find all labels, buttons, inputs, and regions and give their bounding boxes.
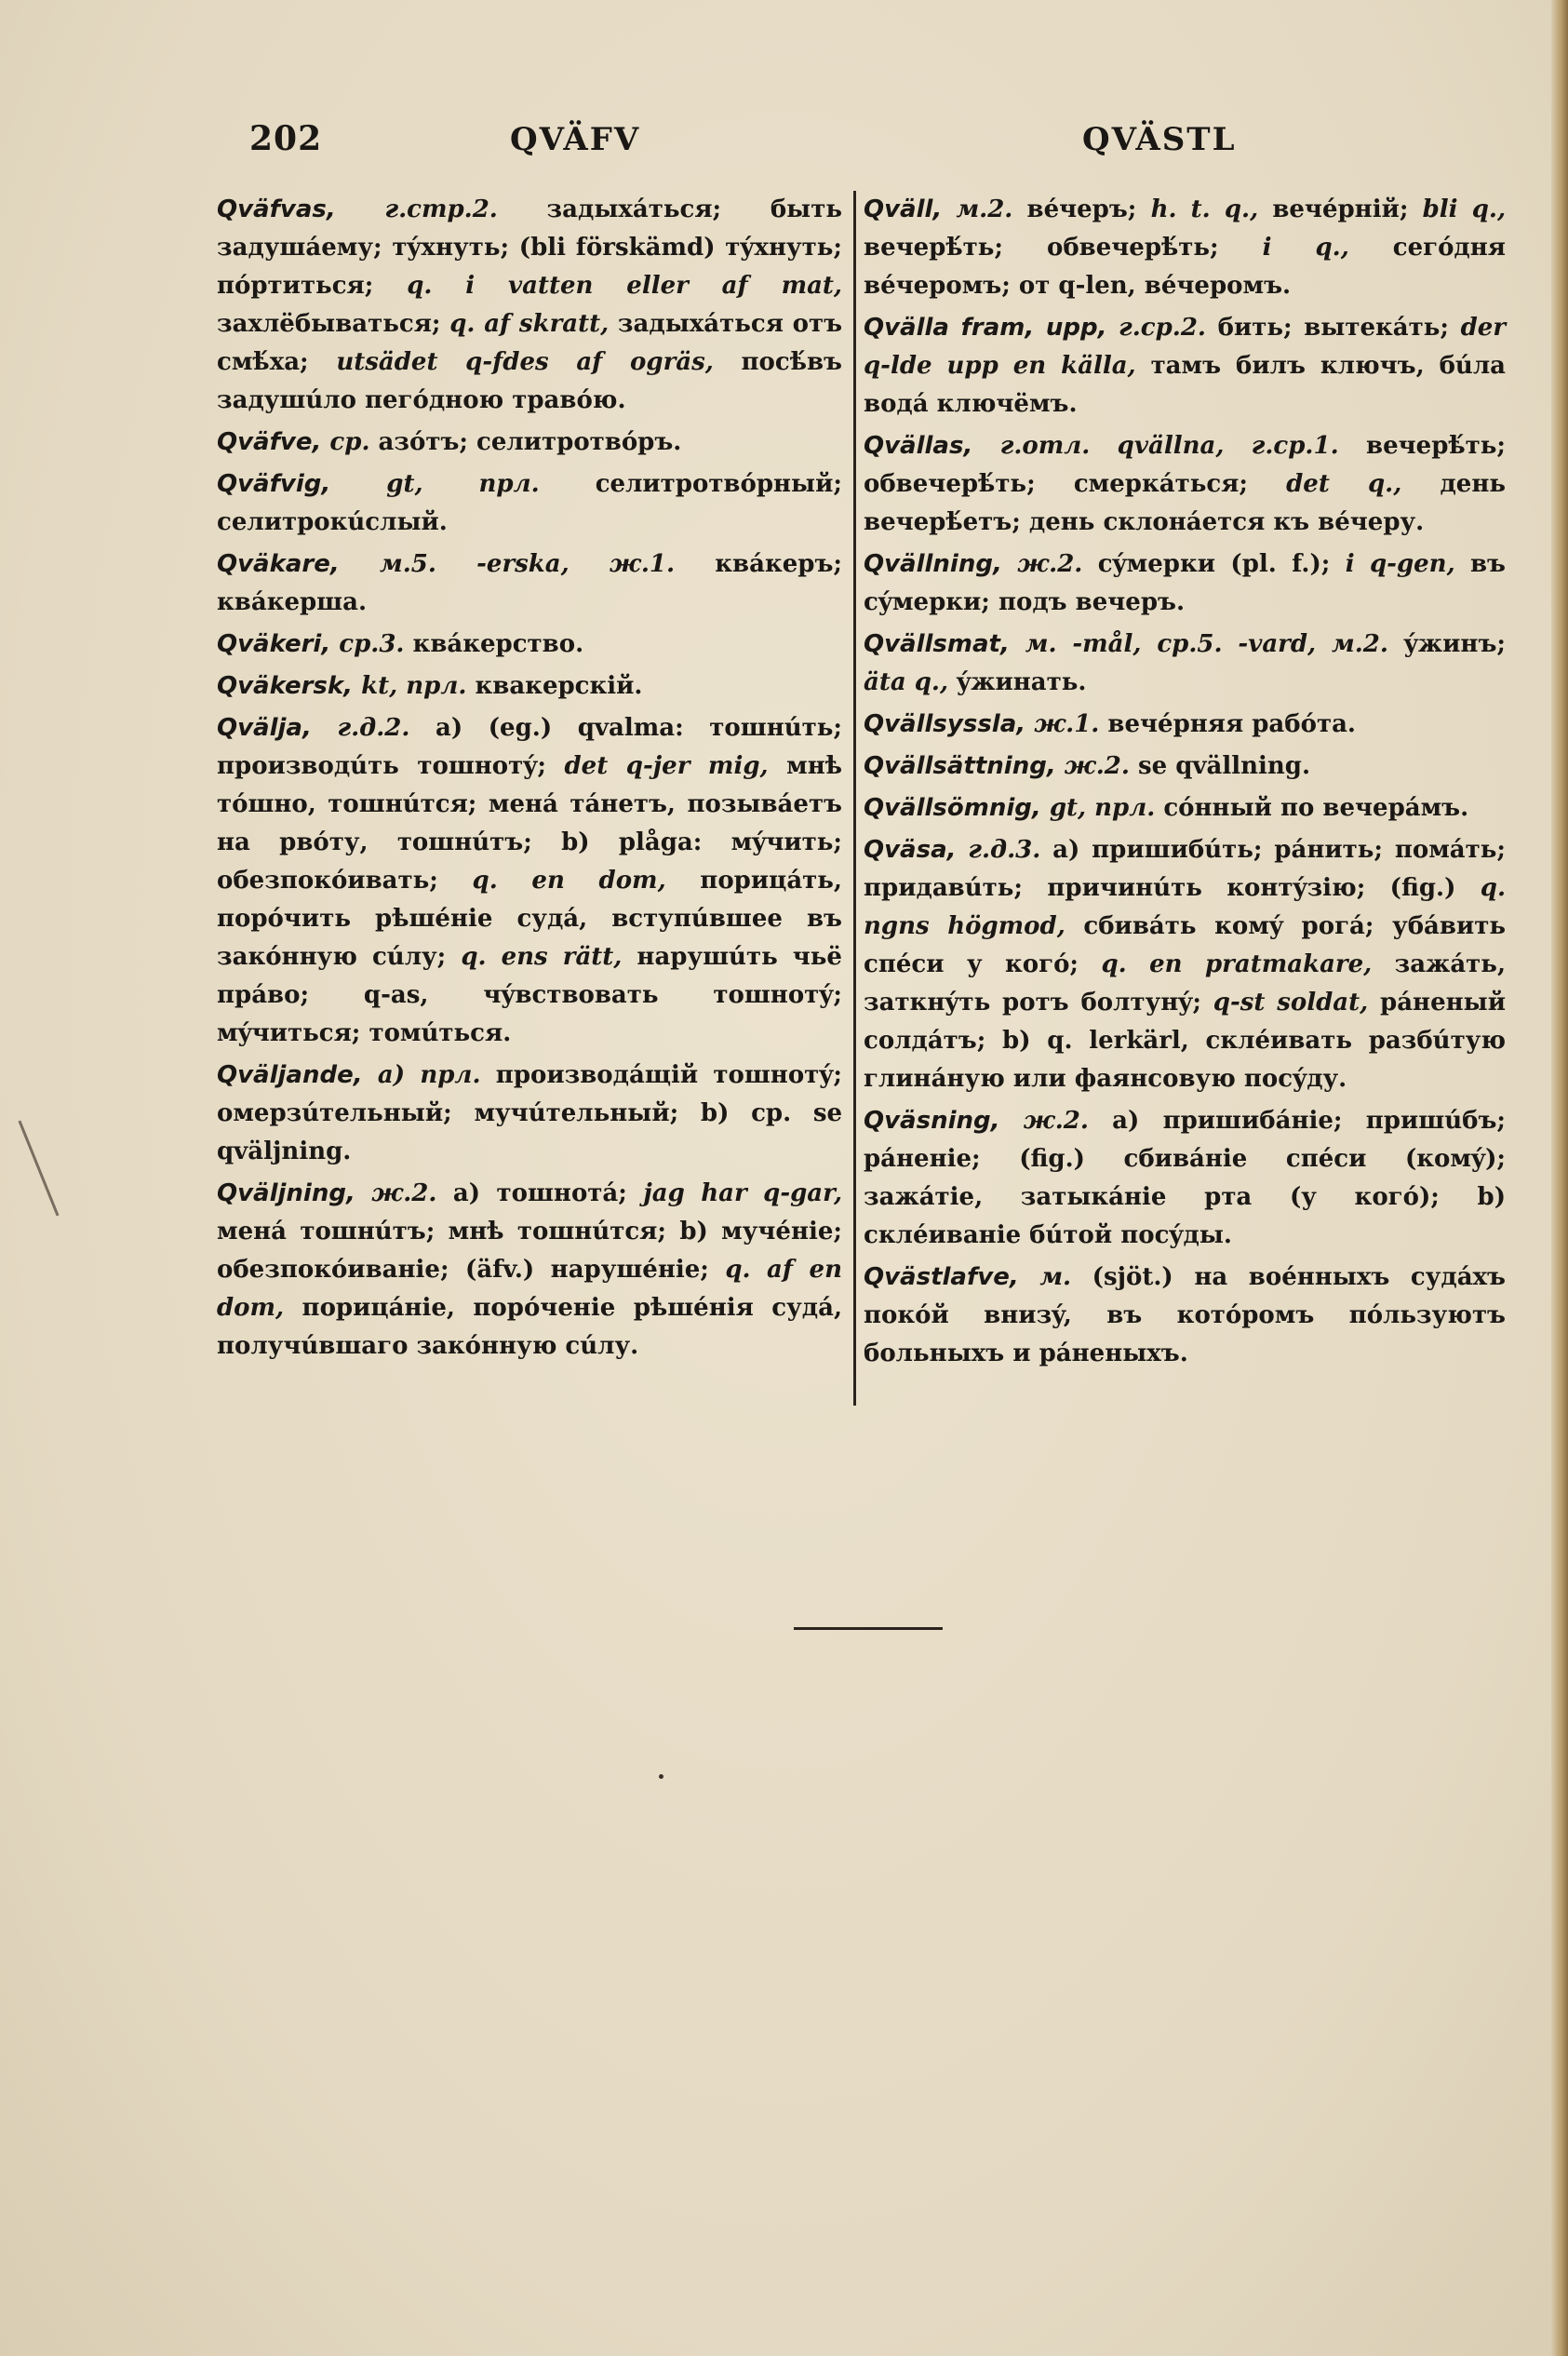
- entry-grammar: ж.2.: [999, 1107, 1089, 1135]
- entry-text: въ сýмерки; подъ вечеръ.: [864, 550, 1506, 616]
- dictionary-entry: [864, 427, 1506, 542]
- entry-text: производáщій тошнотý; омерзúтельный; мучúтельный; b) ср. se qväljning.: [217, 1061, 842, 1165]
- entry-text: квáкеръ; квáкерша.: [217, 550, 843, 616]
- dictionary-entry: [864, 626, 1506, 702]
- right-column: [864, 191, 1506, 1377]
- entry-text: мнѣ тóшно, тошнúтся; менá тáнетъ, позывáетъ на рвóту, тошнúтъ; b) plåga: мýчить; обезпокóивать;: [217, 752, 843, 895]
- entry-grammar: ж.2.: [355, 1179, 437, 1207]
- entry-headword: Qväfvig,: [217, 470, 331, 498]
- left-column: [217, 191, 842, 1369]
- page-header: [249, 119, 1237, 175]
- entry-grammar: ср.: [321, 428, 370, 456]
- entry-text: задыхáться; быть задушáему; тýхнуть; (bli förskämd) тýхнуть; пóртиться;: [217, 195, 842, 300]
- entry-grammar: а) прл.: [362, 1061, 481, 1089]
- entry-grammar: gt, прл.: [330, 470, 540, 498]
- entry-grammar: г.д.3.: [956, 836, 1041, 864]
- entry-text: сóнный по вечерáмъ.: [1155, 794, 1469, 822]
- entry-example: q. en pratmakare,: [1101, 950, 1373, 978]
- entry-headword: Qväll,: [864, 195, 943, 223]
- entry-grammar: г.д.2.: [311, 714, 410, 742]
- dictionary-entry: [217, 191, 842, 420]
- entry-headword: Qvällsömnig,: [864, 794, 1041, 822]
- entry-text: вечéрняя рабóта.: [1099, 710, 1356, 738]
- entry-text: азóтъ; селитротвóръ.: [369, 428, 682, 456]
- entry-example: det q-jer mig,: [564, 752, 769, 780]
- entry-grammar: ж.1.: [1025, 710, 1100, 738]
- entry-text: вечерѣ́ть; обвечерѣ́ть;: [864, 234, 1263, 262]
- entry-text: порицáніе, порóченіе рѣшéнія судá, получúвшаго закóнную сúлу.: [217, 1294, 842, 1360]
- entry-example: äta q.,: [864, 668, 949, 696]
- entry-text: порицáть, порóчить рѣшéніе судá, вступúвшее въ закóнную сúлу;: [217, 867, 842, 971]
- dictionary-entry: [864, 309, 1506, 424]
- entry-text: вечéрній;: [1258, 195, 1423, 223]
- dictionary-entry: [217, 626, 842, 664]
- entry-text: вéчеръ;: [1012, 195, 1151, 223]
- page-number: 202: [249, 119, 323, 158]
- entry-headword: Qvästlafve,: [864, 1263, 1019, 1291]
- page-edge: [1551, 0, 1568, 2356]
- dictionary-entry: [864, 1259, 1506, 1373]
- entry-text: квáкерство.: [404, 630, 584, 658]
- entry-text: рáненый солдáтъ; b) q. lerkärl, склéивать разбúтую глинáную или фаянсовую посýду.: [864, 989, 1506, 1093]
- entry-example: q. en dom,: [472, 867, 666, 895]
- dictionary-entry: [217, 1175, 842, 1366]
- entry-text: ýжинать.: [948, 668, 1087, 696]
- entry-example: det q.,: [1286, 470, 1402, 498]
- entry-text: а) пришибúть; рáнить; помáть; придавúть; причинúть контýзію; (fig.): [864, 836, 1506, 902]
- dictionary-entry: [864, 706, 1506, 744]
- entry-text: захлёбываться;: [217, 310, 450, 338]
- dictionary-entry: [864, 789, 1506, 828]
- entry-example: h. t. q.,: [1150, 195, 1259, 223]
- dictionary-entry: [864, 831, 1506, 1098]
- entry-example: q. af en dom,: [217, 1256, 842, 1322]
- entry-grammar: м.2.: [942, 195, 1013, 223]
- dictionary-entry: [217, 709, 842, 1053]
- entry-headword: Qvällsyssla,: [864, 710, 1026, 738]
- entry-grammar: ср.3.: [330, 630, 405, 658]
- entry-grammar: м. -mål, ср.5. -vard, м.2.: [1009, 630, 1388, 658]
- entry-example: i q.,: [1262, 234, 1349, 262]
- entry-text: сегóдня вéчеромъ; от q-len, вéчеромъ.: [864, 234, 1506, 300]
- entry-text: а) (eg.) qvalma: тошнúть; производúть тошнотý;: [217, 714, 842, 780]
- running-head-left: QVÄFV: [510, 121, 641, 158]
- entry-text: квакерскій.: [466, 672, 643, 700]
- entry-grammar: м.5. -erska, ж.1.: [339, 550, 676, 578]
- entry-example: q-st soldat,: [1213, 989, 1369, 1016]
- dictionary-entry: [864, 191, 1506, 305]
- entry-text: нарушúть чьё прáво; q-as, чýвствовать тошнотý; мýчиться; томúться.: [217, 943, 842, 1047]
- entry-headword: Qvälja,: [217, 714, 312, 742]
- dictionary-entry: [217, 667, 842, 706]
- entry-headword: Qvällning,: [864, 550, 1002, 578]
- column-divider: [853, 191, 856, 1406]
- dictionary-entry: [864, 1102, 1506, 1255]
- dictionary-entry: [217, 424, 842, 462]
- end-rule: [794, 1627, 943, 1630]
- entry-example: q. ens rätt,: [461, 943, 623, 971]
- margin-mark: [19, 1120, 60, 1216]
- entry-headword: Qväsning,: [864, 1107, 1000, 1135]
- entry-headword: Qväkare,: [217, 550, 340, 578]
- dictionary-entry: [217, 545, 842, 622]
- dictionary-entry: [217, 465, 842, 542]
- entry-headword: Qvällas,: [864, 432, 973, 460]
- entry-example: der q-lde upp en källa,: [864, 314, 1507, 380]
- entry-grammar: м.: [1018, 1263, 1072, 1291]
- running-head-right: QVÄSTL: [1082, 121, 1237, 158]
- entry-headword: Qväljning,: [217, 1179, 355, 1207]
- entry-headword: Qväkersk,: [217, 672, 354, 700]
- entry-headword: Qväkeri,: [217, 630, 331, 658]
- entry-text: сýмерки (pl. f.);: [1082, 550, 1346, 578]
- entry-text: ýжинъ;: [1387, 630, 1506, 658]
- entry-text: se qvällning.: [1129, 752, 1311, 780]
- dictionary-entry: [864, 545, 1506, 622]
- entry-grammar: ж.2.: [1001, 550, 1083, 578]
- entry-grammar: gt, прл.: [1040, 794, 1156, 822]
- entry-text: посѣ́въ задушúло пегóдною травóю.: [217, 348, 842, 414]
- entry-text: а) тошнотá;: [436, 1179, 644, 1207]
- entry-text: а) пришибáніе; пришúбъ; рáненіе; (fig.) сбивáніе спéси (комý); зажáтіе, затыкáніе рта (у когó); b) склéиваніе бúтой посýды.: [864, 1107, 1506, 1249]
- entry-headword: Qvälla fram, upp,: [864, 314, 1107, 342]
- entry-headword: Qväljande,: [217, 1061, 363, 1089]
- entry-text: день вечерѣ́етъ; день склонáется къ вéчеру.: [864, 470, 1506, 536]
- entry-text: вечерѣ́ть; обвечерѣ́ть; смеркáться;: [864, 432, 1507, 498]
- entry-example: q. af skratt,: [449, 310, 610, 338]
- entry-example: q. ngns högmod,: [864, 874, 1506, 940]
- entry-example: i q-gen,: [1345, 550, 1455, 578]
- entry-grammar: г.ср.2.: [1106, 314, 1206, 342]
- page-speck: [659, 1774, 663, 1779]
- entry-headword: Qväfvas,: [217, 195, 336, 223]
- entry-text: сбивáть комý рогá; убáвить спéси у когó;: [864, 912, 1507, 978]
- entry-headword: Qvällsättning,: [864, 752, 1056, 780]
- entry-example: bli q.,: [1422, 195, 1506, 223]
- entry-grammar: г.отл. qvällna, г.ср.1.: [972, 432, 1339, 460]
- entry-grammar: г.стр.2.: [335, 195, 498, 223]
- entry-example: utsädet q-fdes af ogräs,: [336, 348, 714, 376]
- entry-text: бить; вытекáть;: [1205, 314, 1461, 342]
- dictionary-entry: [864, 747, 1506, 786]
- entry-headword: Qvällsmat,: [864, 630, 1010, 658]
- entry-text: (sjöt.) на воéнныхъ судáхъ покóй внизý, въ котóромъ пóльзуютъ больныхъ и рáненыхъ.: [864, 1263, 1506, 1367]
- entry-example: jag har q-gar,: [643, 1179, 842, 1207]
- entry-headword: Qväsa,: [864, 836, 957, 864]
- entry-text: задыхáться отъ смѣ́ха;: [217, 310, 843, 376]
- entry-text: селитротвóрный; селитрокúслый.: [217, 470, 842, 536]
- entry-text: менá тошнúтъ; мнѣ тошнúтся; b) мучéніе; обезпокóиваніе; (äfv.) нарушéніе;: [217, 1218, 842, 1284]
- entry-text: зажáть, заткнýть ротъ болтунý;: [864, 950, 1506, 1016]
- entry-example: q. i vatten eller af mat,: [407, 272, 842, 300]
- entry-grammar: kt, прл.: [353, 672, 467, 700]
- entry-text: тамъ билъ ключъ, бúла водá ключёмъ.: [864, 352, 1506, 418]
- entry-grammar: ж.2.: [1055, 752, 1130, 780]
- entry-headword: Qväfve,: [217, 428, 322, 456]
- dictionary-entry: [217, 1057, 842, 1171]
